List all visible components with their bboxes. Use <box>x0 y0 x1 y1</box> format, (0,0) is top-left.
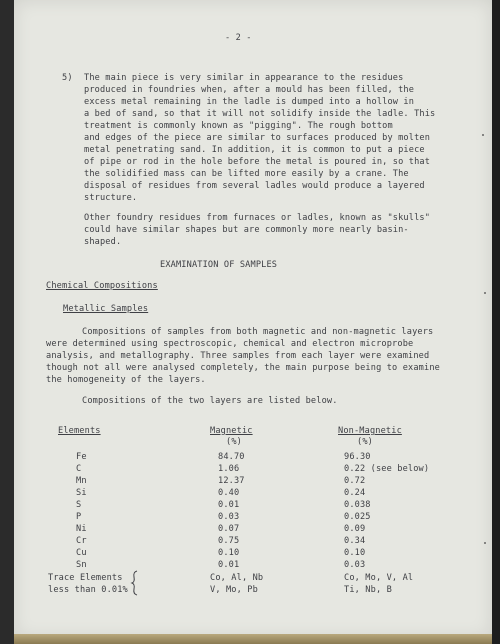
trace-nonmagnetic: Ti, Nb, B <box>344 585 392 595</box>
element-cell: P <box>76 512 82 522</box>
trace-magnetic: Co, Al, Nb <box>210 573 264 583</box>
text-line: shaped. <box>84 237 122 247</box>
magnetic-cell: 0.07 <box>218 524 240 534</box>
header-nonmagnetic: Non-Magnetic <box>338 426 402 436</box>
element-cell: Si <box>76 488 87 498</box>
text-line: were determined using spectroscopic, chemical and electron microprobe <box>46 339 414 349</box>
text-line: Other foundry residues from furnaces or ladles, known as "skulls" <box>84 213 431 223</box>
section-title: EXAMINATION OF SAMPLES <box>160 260 278 270</box>
text-line: treatment is commonly known as "pigging". The rough bottom <box>84 121 393 131</box>
header-magnetic: Magnetic <box>210 426 253 436</box>
trace-label: Trace Elements <box>48 573 123 583</box>
text-line: structure. <box>84 193 138 203</box>
nonmagnetic-cell: 0.038 <box>344 500 371 510</box>
text-line: Compositions of samples from both magnetic and non-magnetic layers <box>82 327 434 337</box>
header-unit: (%) <box>226 437 242 447</box>
magnetic-cell: 1.06 <box>218 464 240 474</box>
scan-speck <box>484 292 486 294</box>
header-elements: Elements <box>58 426 101 436</box>
text-line: The main piece is very similar in appearance to the residues <box>84 73 404 83</box>
magnetic-cell: 0.40 <box>218 488 240 498</box>
trace-label: less than 0.01% <box>48 585 128 595</box>
nonmagnetic-cell: 0.09 <box>344 524 366 534</box>
nonmagnetic-cell: 0.22 (see below) <box>344 464 430 474</box>
nonmagnetic-cell: 0.24 <box>344 488 366 498</box>
magnetic-cell: 0.03 <box>218 512 240 522</box>
nonmagnetic-cell: 96.30 <box>344 452 371 462</box>
brace-icon <box>130 570 140 596</box>
subheading-chemical: Chemical Compositions <box>46 281 158 291</box>
page-number: - 2 - <box>225 33 252 43</box>
scan-speck <box>484 542 486 544</box>
text-line: of pipe or rod in the hole before the metal is poured in, so that <box>84 157 431 167</box>
magnetic-cell: 12.37 <box>218 476 245 486</box>
text-line: a bed of sand, so that it will not solidify inside the ladle. This <box>84 109 436 119</box>
element-cell: Mn <box>76 476 87 486</box>
text-line: disposal of residues from several ladles would produce a layered <box>84 181 425 191</box>
text-line: and edges of the piece are similar to surfaces produced by molten <box>84 133 431 143</box>
magnetic-cell: 0.75 <box>218 536 240 546</box>
magnetic-cell: 84.70 <box>218 452 245 462</box>
element-cell: Ni <box>76 524 87 534</box>
text-line: though not all were analysed completely, the main purpose being to examine <box>46 363 440 373</box>
nonmagnetic-cell: 0.34 <box>344 536 366 546</box>
nonmagnetic-cell: 0.025 <box>344 512 371 522</box>
text-line: produced in foundries when, after a mould has been filled, the <box>84 85 415 95</box>
nonmagnetic-cell: 0.03 <box>344 560 366 570</box>
scan-speck <box>482 134 484 136</box>
table-intro: Compositions of the two layers are listed below. <box>82 396 338 406</box>
nonmagnetic-cell: 0.10 <box>344 548 366 558</box>
element-cell: C <box>76 464 82 474</box>
element-cell: S <box>76 500 82 510</box>
element-cell: Sn <box>76 560 87 570</box>
subheading-metallic: Metallic Samples <box>63 304 149 314</box>
text-line: analysis, and metallography. Three samples from each layer were examined <box>46 351 430 361</box>
nonmagnetic-cell: 0.72 <box>344 476 366 486</box>
magnetic-cell: 0.10 <box>218 548 240 558</box>
trace-nonmagnetic: Co, Mo, V, Al <box>344 573 414 583</box>
element-cell: Cu <box>76 548 87 558</box>
header-unit: (%) <box>357 437 373 447</box>
element-cell: Fe <box>76 452 87 462</box>
text-line: could have similar shapes but are commonly more nearly basin- <box>84 225 409 235</box>
scan-right-edge <box>492 0 500 644</box>
item-number: 5) <box>62 73 73 83</box>
magnetic-cell: 0.01 <box>218 500 240 510</box>
text-line: the solidified mass can be lifted more easily by a crane. The <box>84 169 409 179</box>
text-line: excess metal remaining in the ladle is dumped into a hollow in <box>84 97 415 107</box>
document-page <box>14 0 492 638</box>
scan-bottom-edge <box>14 634 492 644</box>
trace-magnetic: V, Mo, Pb <box>210 585 258 595</box>
element-cell: Cr <box>76 536 87 546</box>
text-line: the homogeneity of the layers. <box>46 375 206 385</box>
magnetic-cell: 0.01 <box>218 560 240 570</box>
text-line: metal penetrating sand. In addition, it is common to put a piece <box>84 145 425 155</box>
